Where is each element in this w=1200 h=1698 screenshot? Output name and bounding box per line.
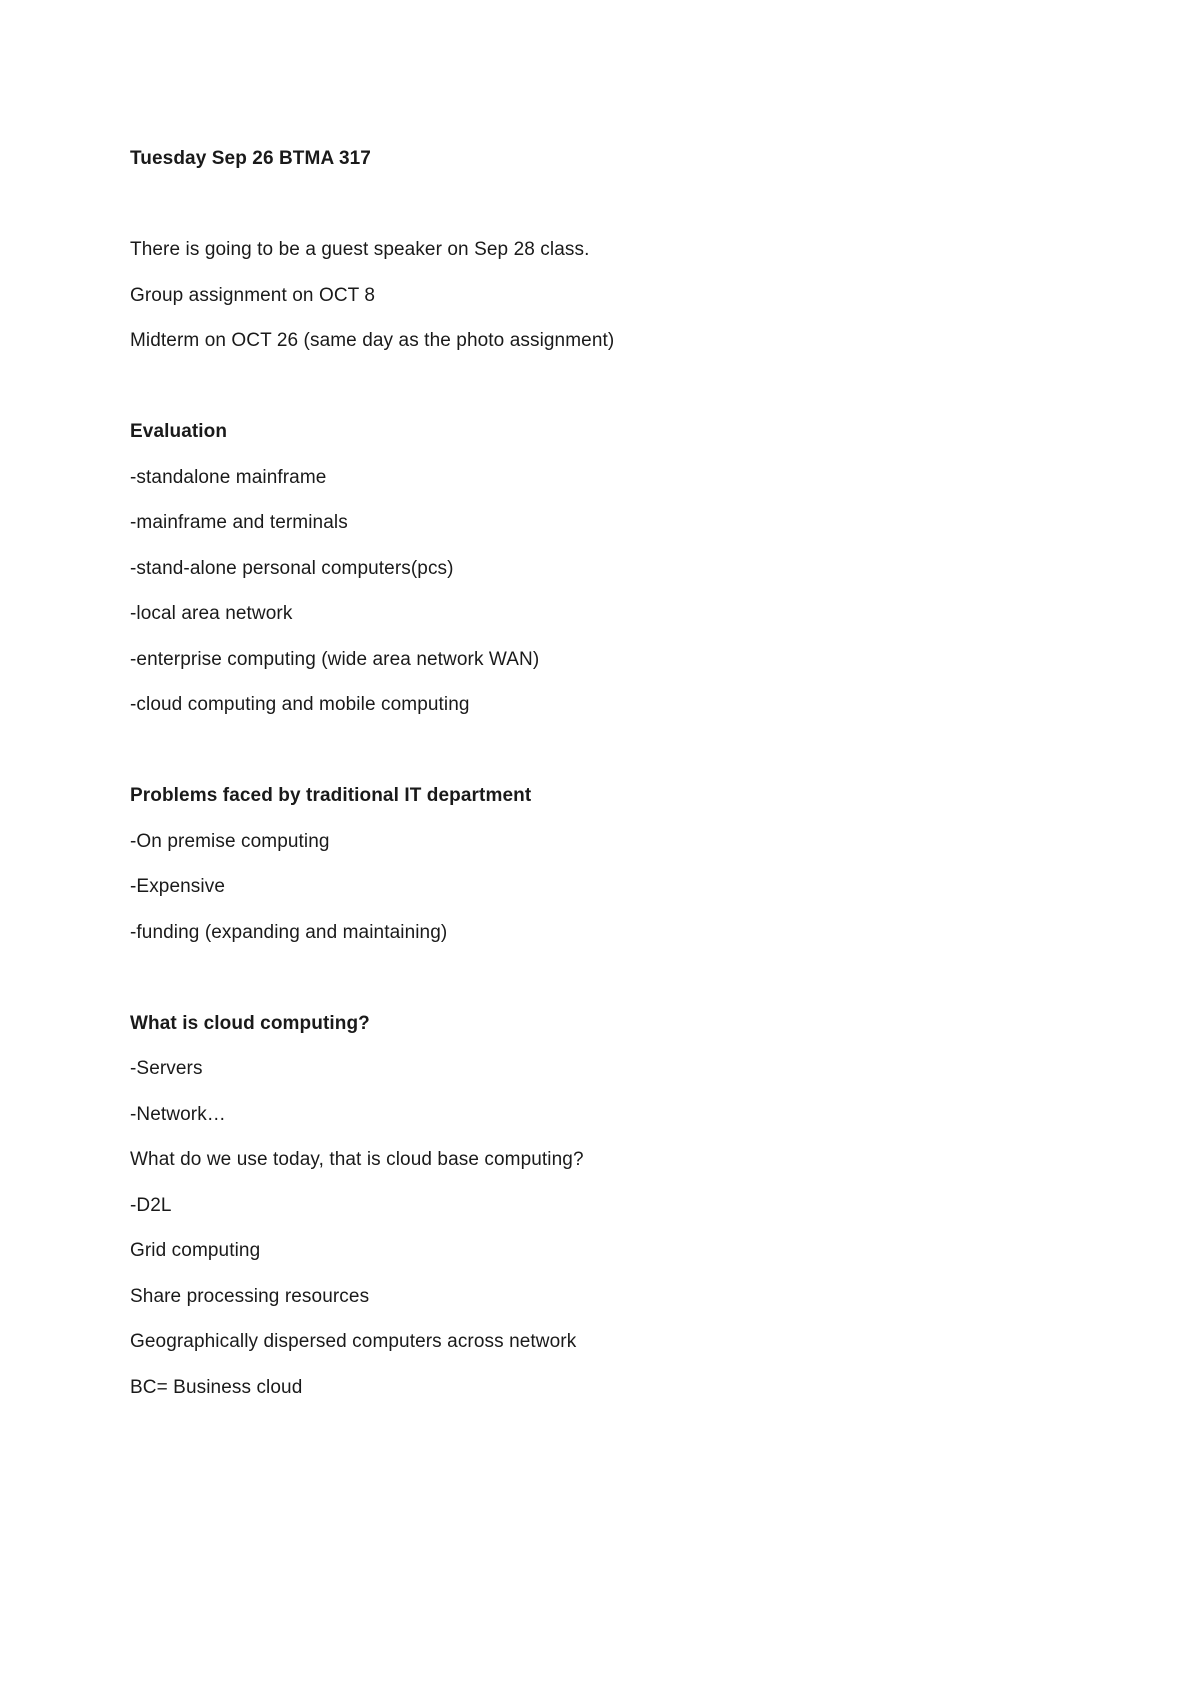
- cloud-item: Grid computing: [130, 1240, 261, 1261]
- cloud-item: -D2L: [130, 1194, 172, 1216]
- evaluation-item: -stand-alone personal computers(pcs): [130, 557, 454, 579]
- problems-item: -funding (expanding and maintaining): [130, 921, 448, 943]
- evaluation-item: -mainframe and terminals: [130, 512, 348, 533]
- cloud-heading: What is cloud computing?: [130, 1012, 370, 1034]
- evaluation-item: -cloud computing and mobile computing: [130, 694, 470, 715]
- evaluation-heading: Evaluation: [130, 421, 228, 442]
- cloud-item: Geographically dispersed computers across network: [130, 1331, 577, 1352]
- cloud-item: -Servers: [130, 1058, 203, 1079]
- problems-item: -Expensive: [130, 876, 225, 897]
- spacer: [130, 739, 1070, 785]
- announcement-midterm: Midterm on OCT 26 (same day as the photo assignment): [130, 330, 615, 351]
- document-title: Tuesday Sep 26 BTMA 317: [130, 148, 371, 169]
- evaluation-item: -standalone mainframe: [130, 466, 327, 488]
- document-body: [130, 147, 1070, 1421]
- problems-item: -On premise computing: [130, 830, 330, 852]
- evaluation-item: -local area network: [130, 603, 293, 624]
- cloud-item: -Network…: [130, 1103, 226, 1125]
- cloud-item: What do we use today, that is cloud base computing?: [130, 1149, 584, 1170]
- spacer: [130, 375, 1070, 421]
- evaluation-item: -enterprise computing (wide area network WAN): [130, 648, 540, 670]
- announcement-guest-speaker: There is going to be a guest speaker on Sep 28 class.: [130, 239, 590, 260]
- announcement-group-assignment: Group assignment on OCT 8: [130, 284, 376, 306]
- spacer: [130, 193, 1070, 239]
- problems-heading: Problems faced by traditional IT department: [130, 785, 532, 806]
- spacer: [130, 966, 1070, 1012]
- cloud-item: BC= Business cloud: [130, 1376, 303, 1398]
- cloud-item: Share processing resources: [130, 1285, 370, 1307]
